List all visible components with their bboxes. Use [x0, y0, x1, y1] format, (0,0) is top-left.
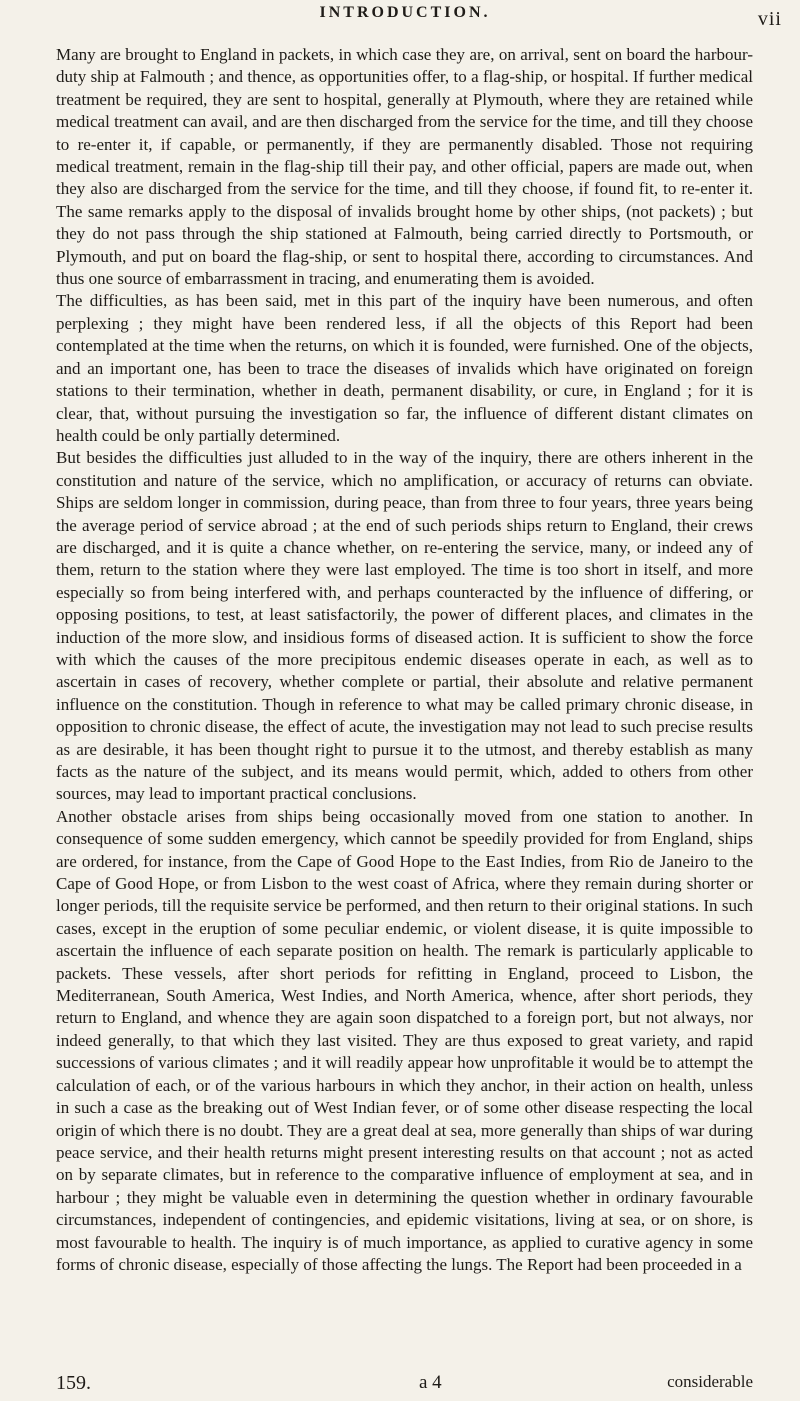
- paragraph-2: The difficulties, as has been said, met in this part of the inquiry have been numerous, and often perplexing ; they might have been rendered less, if all the objects of this Report had been contemplated at the time when the returns, on which it is founded, were furnished. One of the objects, and an important one, has been to trace the diseases of invalids which have originated on foreign stations to their termination, whether in death, permanent disability, or cure, in England ; for it is clear, that, without pursuing the investigation so far, the influence of different distant climates on health could be only partially determined.: [56, 291, 753, 445]
- paragraph-4: Another obstacle arises from ships being occasionally moved from one station to another. In consequence of some sudden emergency, which cannot be speedily provided for from England, ships are ordered, for instance, from the Cape of Good Hope to the East Indies, from Rio de Janeiro to the Cape of Good Hope, or from Lisbon to the west coast of Africa, where they remain during shorter or longer periods, till the requisite service be performed, and then return to their original stations. In such cases, except in the eruption of some peculiar endemic, or violent disease, it is quite impossible to ascertain the influence of each separate position on health. The remark is particularly applicable to packets. These vessels, after short periods for refitting in England, proceed to Lisbon, the Mediterranean, South America, West Indies, and North America, whence, after short periods, they return to England, and whence they are again soon dispatched to a foreign port, but not always, nor indeed generally, to that which they last visited. They are thus exposed to great variety, and rapid successions of various climates ; and it will readily appear how unprofitable it would be to attempt the calculation of each, or of the various harbours in which they anchor, in their action on health, unless in such a case as the breaking out of West Indian fever, or of some other disease respecting the local origin of which there is no doubt. They are a great deal at sea, more generally than ships of war during peace service, and their health returns might present interesting results on that account ; not as acted on by separate climates, but in reference to the comparative influence of employment at sea, and in harbour ; they might be valuable even in determining the question whether in ordinary favourable circumstances, independent of contingencies, and epidemic visitations, living at sea, or on shore, is most favourable to health. The inquiry is of much importance, as applied to curative agency in some forms of chronic disease, especially of those affecting the lungs. The Report had been proceeded in a: [56, 806, 753, 1274]
- running-head: [0, 4, 800, 34]
- signature-mark: a 4: [419, 1372, 442, 1393]
- paragraph-3: But besides the difficulties just alluded to in the way of the inquiry, there are others inherent in the constitution and nature of the service, which no amplification, or accuracy of returns can obviate. Ships are seldom longer in commission, during peace, than from three to four years, three years being the average period of service abroad ; at the end of such periods ships return to England, their crews are discharged, and it is quite a chance whether, on re-entering the service, many, or indeed any of them, return to the station where they were last employed. The time is too short in itself, and more especially so from being interfered with, and perhaps counteracted by the influence of differing, or opposing positions, to test, at least satisfactorily, the power of different places, and climates in the induction of the more slow, and insidious forms of diseased action. It is sufficient to show the force with which the causes of the more precipitous endemic diseases operate in each, as well as to ascertain in cases of recovery, whether complete or partial, their absolute and relative permanent influence on the constitution. Though in reference to what may be called primary chronic disease, in opposition to chronic disease, the effect of acute, the investigation may not lead to such precise results as are desirable, it has been thought right to pursue it to the utmost, and thereby establish as many facts as the nature of the subject, and its means would permit, which, added to others from other sources, may lead to important practical conclusions.: [56, 448, 753, 804]
- body-text: [56, 44, 753, 1276]
- paragraph-1: Many are brought to England in packets, in which case they are, on arrival, sent on board the harbour-duty ship at Falmouth ; and thence, as opportunities offer, to a flag-ship, or hospital. If further medical treatment be required, they are sent to hospital, generally at Plymouth, where they are retained while medical treatment can avail, and are then discharged from the service for the time, and till they choose to re-enter it, if capable, or permanently, if they are permanently disabled. Those not requiring medical treatment, remain in the flag-ship till their pay, and other official, papers are made out, when they also are discharged from the service for the time, and till they choose, if found fit, to re-enter it. The same remarks apply to the disposal of invalids brought home by other ships, (not packets) ; but they do not pass through the ship stationed at Falmouth, being carried directly to Portsmouth, or Plymouth, and put on board the flag-ship, or sent to hospital there, according to circumstances. And thus one source of embarrassment in tracing, and enumerating them is avoided.: [56, 45, 753, 289]
- page-footer: [56, 1372, 753, 1398]
- catchword: considerable: [667, 1372, 753, 1391]
- footer-page-number: 159.: [56, 1372, 91, 1394]
- running-title: INTRODUCTION.: [319, 4, 491, 21]
- page-numeral: vii: [757, 8, 782, 30]
